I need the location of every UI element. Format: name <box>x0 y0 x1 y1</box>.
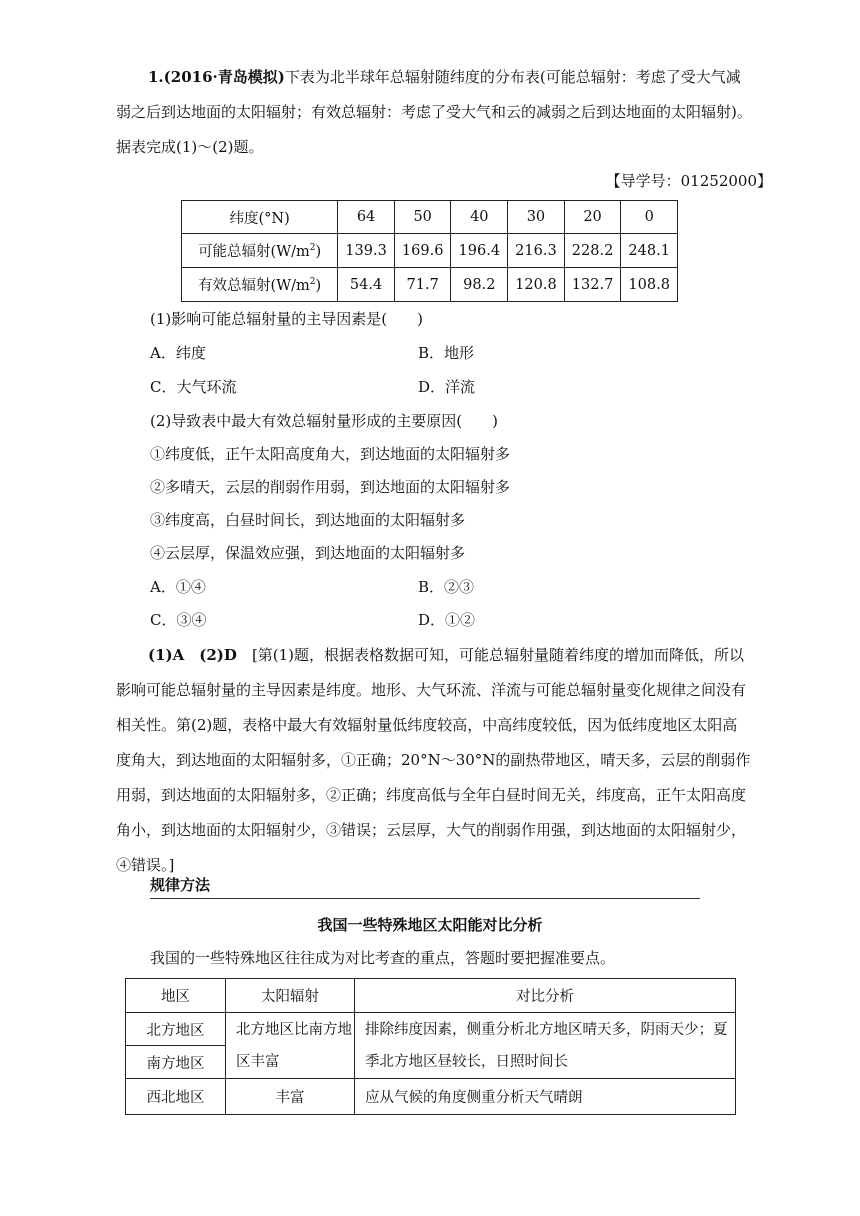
option: C．大气环流 <box>150 378 237 396</box>
guide-number: 【导学号：01252000】 <box>605 172 772 190</box>
table-row-label: 可能总辐射$(W/m^2)$ <box>182 234 338 268</box>
statement-item: ①纬度低，正午太阳高度角大，到达地面的太阳辐射多 <box>150 445 511 463</box>
sub-question-2: (2)导致表中最大有效总辐射量形成的主要原因( ) <box>150 412 498 430</box>
table-cell: 丰富 <box>226 1079 355 1115</box>
statement-item: ④云层厚，保温效应强，到达地面的太阳辐射多 <box>150 544 466 562</box>
table-cell: 54.4 <box>338 268 395 302</box>
table-header-cell: 纬度(°N) <box>182 201 338 234</box>
table-cell: 排除纬度因素，侧重分析北方地区晴天多，阴雨天少；夏季北方地区昼较长，日照时间长 <box>355 1013 736 1079</box>
question-number: 1. <box>148 68 164 86</box>
table-cell: 应从气候的角度侧重分析天气晴朗 <box>355 1079 736 1115</box>
table-cell: 108.8 <box>621 268 678 302</box>
table-cell: 北方地区 <box>126 1013 226 1046</box>
table-cell: 20 <box>564 201 621 234</box>
question-stem <box>116 60 752 165</box>
table-cell: 南方地区 <box>126 1046 226 1079</box>
option: B．地形 <box>418 344 475 362</box>
option: A．纬度 <box>150 344 206 362</box>
table-row <box>126 979 736 1013</box>
table-row-label: 有效总辐射$(W/m^2)$ <box>182 268 338 302</box>
table-cell: 139.3 <box>338 234 395 268</box>
option: B．②③ <box>418 578 475 596</box>
table-cell: 71.7 <box>394 268 451 302</box>
statement-item: ③纬度高，白昼时间长，到达地面的太阳辐射多 <box>150 511 466 529</box>
answer-text: [第(1)题，根据表格数据可知，可能总辐射量随着纬度的增加而降低，所以影响可能总辐射量的主导因素是纬度。地形、大气环流、洋流与可能总辐射量变化规律之间没有相关性。第(2)题，表格中最大有效辐射量低纬度较高，中高纬度较低，因为低纬度地区太阳高度角大，到达地面的太阳辐射多，①正确；20°N～30°N的副热带地区，晴天多，云层的削弱作用弱，到达地面的太阳辐射多，②正确；纬度高低与全年白昼时间无关，纬度高，正午太阳高度角小，到达地面的太阳辐射少，③错误；云层厚，大气的削弱作用强，到达地面的太阳辐射少，④错误。] <box>116 646 751 874</box>
table-cell: 64 <box>338 201 395 234</box>
option: D．洋流 <box>418 378 476 396</box>
answer-key: (1)A (2)D <box>148 646 237 664</box>
table-cell: 132.7 <box>564 268 621 302</box>
table-header-cell: 对比分析 <box>355 979 736 1013</box>
table-cell: 北方地区比南方地区丰富 <box>226 1013 355 1079</box>
method-heading: 规律方法 <box>150 876 211 894</box>
answer-explanation <box>116 638 752 883</box>
sub-question-1: (1)影响可能总辐射量的主导因素是( ) <box>150 310 423 328</box>
table-row <box>182 201 678 234</box>
radiation-table <box>181 200 678 302</box>
method-intro: 我国的一些特殊地区往往成为对比考查的重点，答题时要把握准要点。 <box>150 949 616 967</box>
method-title: 我国一些特殊地区太阳能对比分析 <box>317 916 543 934</box>
table-cell: 98.2 <box>451 268 508 302</box>
table-cell: 216.3 <box>508 234 565 268</box>
table-cell: 169.6 <box>394 234 451 268</box>
table-row <box>182 234 678 268</box>
table-cell: 50 <box>394 201 451 234</box>
table-cell: 228.2 <box>564 234 621 268</box>
table-row <box>126 1013 736 1046</box>
heading-divider <box>150 898 700 899</box>
statement-item: ②多晴天，云层的削弱作用弱，到达地面的太阳辐射多 <box>150 478 511 496</box>
table-cell: 248.1 <box>621 234 678 268</box>
table-cell: 120.8 <box>508 268 565 302</box>
table-row <box>182 268 678 302</box>
option: A．①④ <box>150 578 206 596</box>
table-row <box>126 1079 736 1115</box>
table-cell: 西北地区 <box>126 1079 226 1115</box>
table-header-cell: 太阳辐射 <box>226 979 355 1013</box>
option: C．③④ <box>150 611 207 629</box>
table-cell: 0 <box>621 201 678 234</box>
question-stem-text: 下表为北半球年总辐射随纬度的分布表(可能总辐射：考虑了受大气减弱之后到达地面的太阳辐射；有效总辐射：考虑了受大气和云的减弱之后到达地面的太阳辐射)。据表完成(1)～(2)题。 <box>116 68 752 156</box>
table-cell: 40 <box>451 201 508 234</box>
table-cell: 30 <box>508 201 565 234</box>
option: D．①② <box>418 611 476 629</box>
comparison-table <box>125 978 736 1115</box>
table-header-cell: 地区 <box>126 979 226 1013</box>
question-source: (2016·青岛模拟) <box>163 68 285 86</box>
table-cell: 196.4 <box>451 234 508 268</box>
